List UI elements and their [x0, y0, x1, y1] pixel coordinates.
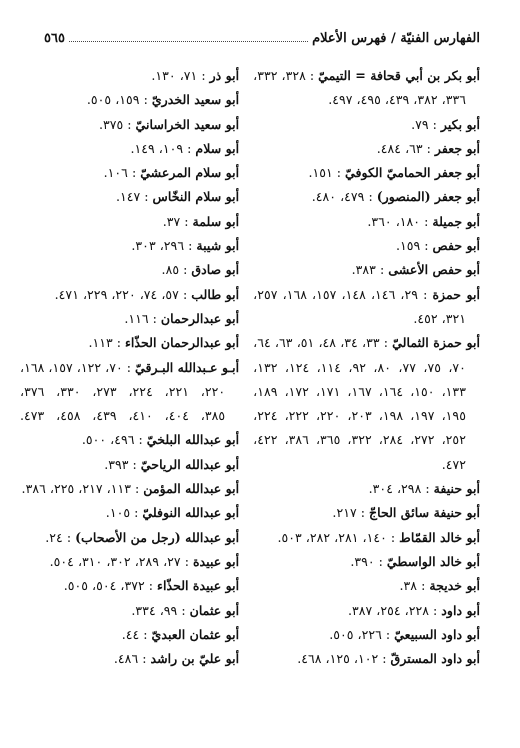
entry-name: أبو عبيدة [192, 553, 240, 569]
entry-name: أبو جعفر [434, 140, 480, 156]
entry-pages: : ١٤٧. [115, 189, 153, 205]
entry-pages: : ٣٧. [162, 213, 193, 229]
entry-name: أبو خديجة [429, 578, 480, 594]
entry-pages: : ٤٨٦. [113, 651, 151, 667]
entry-pages: : ١٠٦. [103, 165, 141, 181]
entry-name: أبـو عـبدالله البـرقيّ [135, 359, 240, 375]
entry-pages: : ٣٧٢، ٥٠٤، ٥٠٥. [63, 578, 158, 594]
index-entry [253, 331, 480, 355]
entry-pages: : ١٥٩، ٥٠٥. [86, 92, 152, 108]
index-entry [20, 283, 239, 307]
entry-name: أبو عبدالله (رجل من الأصحاب) [75, 529, 240, 545]
entry-pages: ٣٢١، ٤٥٢. [413, 310, 466, 326]
index-entry [20, 623, 239, 647]
entry-name: أبو حمزة [432, 286, 480, 302]
entry-pages: : ٩٩، ٣٣٤. [131, 602, 190, 618]
index-entry-continuation [253, 453, 480, 477]
entry-pages: : ١١٣. [88, 335, 126, 351]
index-entry [253, 113, 480, 137]
index-entry [253, 185, 480, 209]
entry-pages: ٣٣٦، ٣٨٢، ٤٣٩، ٤٩٥، ٤٩٧. [328, 92, 466, 108]
page-number: ٥٦٥ [44, 31, 65, 46]
entry-pages: : ٤٧٩، ٤٨٠. [311, 189, 377, 205]
index-entry [253, 283, 480, 307]
index-entry [20, 453, 239, 477]
entry-pages: : ١١٣، ٢١٧، ٢٢٥، ٣٨٦. [21, 481, 144, 497]
entry-pages: ٧٠، ٧٥، ٧٧، ٨٠، ٩٢، ١١٤، ١٢٤، ١٣٢، [253, 359, 466, 375]
entry-pages: : ٧٠، ١٢٢، ١٥٧، ١٦٨، [20, 359, 135, 375]
entry-name: أبو داود المسترقّ [390, 651, 480, 667]
entry-name: أبو سعيد الخدريّ [151, 92, 240, 108]
index-entry-continuation [253, 356, 480, 380]
entry-name: أبو بكر بن أبي قحافة = التيميّ [318, 68, 480, 83]
entry-name: أبو عبدالله البلخيّ [146, 432, 240, 448]
index-entry [253, 161, 480, 185]
entry-name: أبو عثمان العبديّ [151, 626, 240, 642]
index-entry [20, 526, 239, 550]
entry-name: أبو ذر [209, 68, 240, 83]
entry-pages: : ٣٨. [399, 578, 430, 594]
entry-pages: : ١٤٠، ٢٨١، ٢٨٢، ٥٠٣. [277, 529, 400, 545]
entry-pages: : ٣٩٣. [104, 456, 141, 472]
entry-pages: : ١٠٥. [105, 505, 143, 521]
entry-name: أبو عثمان [189, 602, 240, 618]
index-entry [20, 574, 239, 598]
entry-pages: : ٢١٧. [332, 505, 369, 521]
entry-name: أبو خالد الواسطيّ [386, 553, 480, 569]
entry-name: أبو سلام [195, 140, 240, 156]
index-entry-continuation [253, 307, 480, 331]
entry-name: أبو حنيفة سائق الحاجّ [368, 505, 480, 521]
index-entry [20, 88, 239, 112]
entry-name: أبو سلمة [192, 213, 240, 229]
running-title: الفهارس الفنيّة / فهرس الأعلام [312, 31, 480, 46]
index-entry [20, 137, 239, 161]
entry-pages: : ٣٢٨، ٣٣٢، [253, 68, 319, 83]
index-entry-continuation [253, 88, 480, 112]
index-entry [253, 64, 480, 88]
index-entry [20, 501, 239, 525]
index-column-right [253, 64, 480, 728]
entry-name: أبو طالب [191, 286, 240, 302]
entry-name: أبو صادق [191, 262, 240, 278]
index-columns [20, 64, 480, 728]
entry-name: أبو سلام المرعشيّ [140, 165, 240, 181]
index-entry [20, 356, 239, 380]
entry-name: أبو داود السبيعيّ [394, 626, 480, 642]
entry-name: أبو شيبة [196, 238, 240, 254]
entry-name: أبو سعيد الخراسانيّ [135, 116, 240, 132]
entry-pages: : ٢٤. [45, 529, 76, 545]
entry-pages: : ٢٩٨، ٣٠٤. [368, 481, 434, 497]
entry-pages: : ٢٧، ٢٨٩، ٣٠٢، ٣١٠، ٥٠٤. [49, 553, 193, 569]
index-entry [20, 64, 239, 88]
entry-pages: : ١٠٢، ١٢٥، ٤٦٨. [297, 651, 391, 667]
entry-name: أبو عبدالرحمان الحذّاء [125, 335, 240, 351]
index-entry [20, 113, 239, 137]
entry-pages: : ٤٤. [121, 626, 152, 642]
entry-pages: ٢٢٠، ٢٢١، ٢٢٤، ٢٧٣، ٣٣٠، ٣٧٦، [20, 383, 226, 399]
index-entry [253, 234, 480, 258]
entry-pages: : ٣٩٠. [350, 553, 387, 569]
index-column-left [20, 64, 239, 728]
entry-name: أبو حمزة الثماليّ [392, 335, 480, 351]
entry-pages: : ٤٩٦، ٥٠٠. [81, 432, 147, 448]
index-entry-continuation [20, 404, 239, 428]
index-entry [253, 574, 480, 598]
entry-pages: : ٢٢٦، ٥٠٥. [329, 626, 395, 642]
index-entry [253, 210, 480, 234]
page-header [44, 24, 480, 46]
index-entry-continuation [253, 404, 480, 428]
index-entry [253, 599, 480, 623]
index-entry [20, 331, 239, 355]
entry-pages: : ٨٥. [161, 262, 192, 278]
index-entry [20, 550, 239, 574]
index-entry [20, 258, 239, 282]
entry-pages: : ٥٧، ٧٤، ٢٢٠، ٢٢٩، ٤٧١. [54, 286, 192, 302]
entry-pages: : ٣٧٥. [98, 116, 136, 132]
index-entry [20, 161, 239, 185]
entry-pages: : ٢٢٨، ٢٥٤، ٣٨٧. [347, 602, 442, 618]
entry-name: أبو داود [441, 602, 480, 618]
index-entry [253, 550, 480, 574]
entry-name: أبو حفص الأعشى [388, 262, 480, 278]
entry-name: أبو جعفر الحماميّ الكوفيّ [345, 165, 480, 181]
entry-pages: : ٢٩٦، ٣٠٣. [131, 238, 197, 254]
entry-name: أبو خالد القمّاط [399, 529, 480, 545]
index-entry [253, 477, 480, 501]
index-entry [20, 647, 239, 671]
entry-pages: : ٧١، ١٣٠. [151, 68, 210, 83]
entry-pages: : ٧٩. [411, 116, 441, 132]
entry-pages: ٢٥٢، ٢٧٢، ٢٨٤، ٣٢٢، ٣٦٥، ٣٨٦، ٤٢٢، [253, 432, 466, 448]
entry-name: أبو سلام النخّاس [152, 189, 240, 205]
leader-dots [69, 40, 308, 42]
entry-pages: ١٩٥، ١٩٧، ١٩٨، ٢٠٣، ٢٢٠، ٢٢٢، ٢٢٤، [253, 408, 466, 424]
entry-pages: : ٣٨٣. [351, 262, 389, 278]
index-entry [253, 501, 480, 525]
entry-pages: : ١١٦. [124, 310, 161, 326]
entry-name: أبو عبدالله النوفليّ [142, 505, 240, 521]
index-entry [253, 137, 480, 161]
entry-pages: : ٢٩، ١٤٦، ١٤٨، ١٥٧، ١٦٨، ٢٥٧، [253, 286, 433, 302]
index-entry [20, 234, 239, 258]
index-entry [20, 477, 239, 501]
entry-name: أبو بكير [440, 116, 480, 132]
index-entry [20, 210, 239, 234]
entry-name: أبو جعفر (المنصور) [376, 189, 480, 205]
entry-name: أبو جميلة [432, 213, 480, 229]
entry-name: أبو عبدالرحمان [160, 310, 240, 326]
index-entry [253, 647, 480, 671]
index-entry [20, 185, 239, 209]
entry-name: أبو حفص [432, 238, 480, 254]
index-entry-continuation [20, 380, 239, 404]
entry-name: أبو عبدالله المؤمن [143, 481, 240, 497]
index-entry [20, 307, 239, 331]
index-entry-continuation [253, 380, 480, 404]
entry-pages: ٣٨٥، ٤٠٤، ٤١٠، ٤٣٩، ٤٥٨، ٤٧٣. [20, 408, 226, 424]
entry-pages: : ٣٣، ٣٤، ٤٨، ٥١، ٦٣، ٦٤، [253, 335, 393, 351]
entry-name: أبو عبيدة الحذّاء [157, 578, 240, 594]
entry-pages: : ١٥١. [308, 165, 346, 181]
entry-name: أبو حنيفة [433, 481, 480, 497]
entry-pages: : ٦٣، ٤٨٤. [376, 140, 435, 156]
entry-pages: : ١٥٩. [395, 238, 433, 254]
entry-name: أبو عليّ بن راشد [150, 651, 240, 667]
index-entry [20, 428, 239, 452]
index-entry [253, 526, 480, 550]
index-entry [253, 258, 480, 282]
index-entry [253, 623, 480, 647]
index-entry [20, 599, 239, 623]
entry-pages: : ١٠٩، ١٤٩. [130, 140, 196, 156]
entry-pages: : ١٨٠، ٣٦٠. [367, 213, 433, 229]
entry-name: أبو عبدالله الرياحيّ [140, 456, 240, 472]
index-entry-continuation [253, 428, 480, 452]
entry-pages: ٤٧٢. [441, 456, 466, 472]
entry-pages: ١٣٣، ١٥٠، ١٦٤، ١٦٧، ١٧١، ١٧٢، ١٨٩، [253, 383, 466, 399]
